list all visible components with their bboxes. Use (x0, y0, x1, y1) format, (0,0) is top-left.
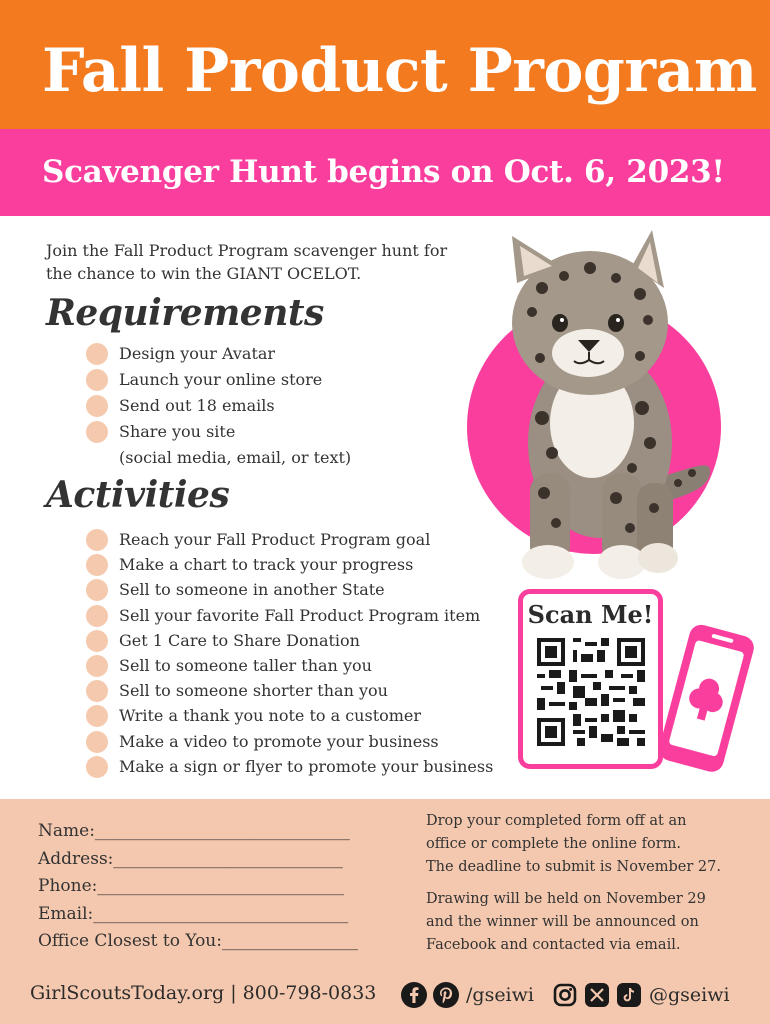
activity-label: Sell to someone taller than you (119, 656, 372, 676)
intro-line: the chance to win the GIANT OCELOT. (46, 264, 362, 283)
activity-item (86, 729, 493, 754)
page-title: Fall Product Program (42, 36, 757, 106)
checkbox-circle[interactable] (86, 605, 108, 627)
activity-item (86, 603, 493, 628)
activity-item (86, 527, 493, 552)
activity-item (86, 628, 493, 653)
activities-list (86, 527, 493, 779)
info-line: office or complete the online form. (426, 836, 681, 852)
checkbox-circle[interactable] (86, 705, 108, 727)
activity-label: Make a chart to track your progress (119, 555, 414, 575)
activity-label: Get 1 Care to Share Donation (119, 630, 360, 650)
checkbox-circle[interactable] (86, 529, 108, 551)
submission-info (426, 810, 721, 879)
checkbox-circle[interactable] (86, 680, 108, 702)
activity-item (86, 577, 493, 602)
checkbox-circle[interactable] (86, 421, 108, 443)
social-group-b (551, 980, 730, 1010)
contact-line[interactable]: GirlScoutsToday.org | 800-798-0833 (30, 982, 377, 1004)
requirement-label: Share you site (119, 422, 236, 441)
info-line: and the winner will be announced on (426, 914, 699, 930)
activity-item (86, 552, 493, 577)
activity-item (86, 754, 493, 779)
phone-field[interactable]: Phone:_____________________________ (38, 876, 344, 896)
requirement-item (86, 393, 351, 419)
activities-heading: Activities (46, 474, 230, 516)
checkbox-circle[interactable] (86, 756, 108, 778)
pinterest-icon[interactable] (432, 981, 460, 1009)
activity-label: Write a thank you note to a customer (119, 706, 422, 726)
checkbox-circle[interactable] (86, 579, 108, 601)
entry-form (38, 818, 358, 956)
phone-icon (655, 620, 755, 780)
address-field[interactable]: Address:___________________________ (38, 848, 343, 869)
info-line: Facebook and contacted via email. (426, 937, 681, 953)
requirement-label: Send out 18 emails (119, 396, 275, 415)
activity-label: Sell to someone shorter than you (119, 681, 388, 701)
office-field[interactable]: Office Closest to You:________________ (38, 931, 358, 951)
scan-me-label: Scan Me! (527, 600, 654, 629)
checkbox-circle[interactable] (86, 395, 108, 417)
checkbox-circle[interactable] (86, 655, 108, 677)
activity-item (86, 703, 493, 728)
email-field[interactable]: Email:______________________________ (38, 903, 349, 924)
instagram-icon[interactable] (551, 981, 579, 1009)
checkbox-circle[interactable] (86, 343, 108, 365)
social-group-a (400, 980, 534, 1010)
activity-label: Sell your favorite Fall Product Program item (119, 605, 481, 625)
info-line: Drop your completed form off at an (426, 813, 687, 829)
name-field[interactable]: Name:______________________________ (38, 821, 350, 841)
checkbox-circle[interactable] (86, 731, 108, 753)
requirement-item (86, 341, 351, 367)
x-icon[interactable] (583, 981, 611, 1009)
activity-item (86, 678, 493, 703)
intro-text (46, 239, 516, 285)
requirement-sublabel: (social media, email, or text) (119, 448, 352, 467)
requirement-item (86, 367, 351, 393)
social-handle[interactable]: @gseiwi (649, 984, 730, 1006)
activity-label: Make a sign or flyer to promote your business (119, 756, 494, 776)
requirement-label: Design your Avatar (119, 344, 276, 363)
requirement-label: Launch your online store (119, 370, 323, 389)
activity-label: Sell to someone in another State (119, 580, 385, 600)
tiktok-icon[interactable] (615, 981, 643, 1009)
activity-label: Reach your Fall Product Program goal (119, 530, 431, 549)
qr-code-icon[interactable] (537, 638, 645, 746)
drawing-info (426, 888, 706, 957)
info-line: The deadline to submit is November 27. (426, 859, 721, 875)
checkbox-circle[interactable] (86, 630, 108, 652)
social-handle[interactable]: /gseiwi (466, 984, 534, 1006)
ocelot-plush-image (482, 228, 722, 583)
info-line: Drawing will be held on November 29 (426, 891, 706, 907)
activity-label: Make a video to promote your business (119, 731, 439, 751)
requirements-heading: Requirements (46, 292, 324, 334)
checkbox-circle[interactable] (86, 369, 108, 391)
intro-line: Join the Fall Product Program scavenger hunt for (46, 241, 448, 260)
qr-card[interactable] (518, 589, 663, 769)
requirements-list (86, 341, 351, 471)
checkbox-circle[interactable] (86, 554, 108, 576)
requirement-item (86, 419, 351, 471)
facebook-icon[interactable] (400, 981, 428, 1009)
activity-item (86, 653, 493, 678)
page-subtitle: Scavenger Hunt begins on Oct. 6, 2023! (42, 154, 725, 190)
